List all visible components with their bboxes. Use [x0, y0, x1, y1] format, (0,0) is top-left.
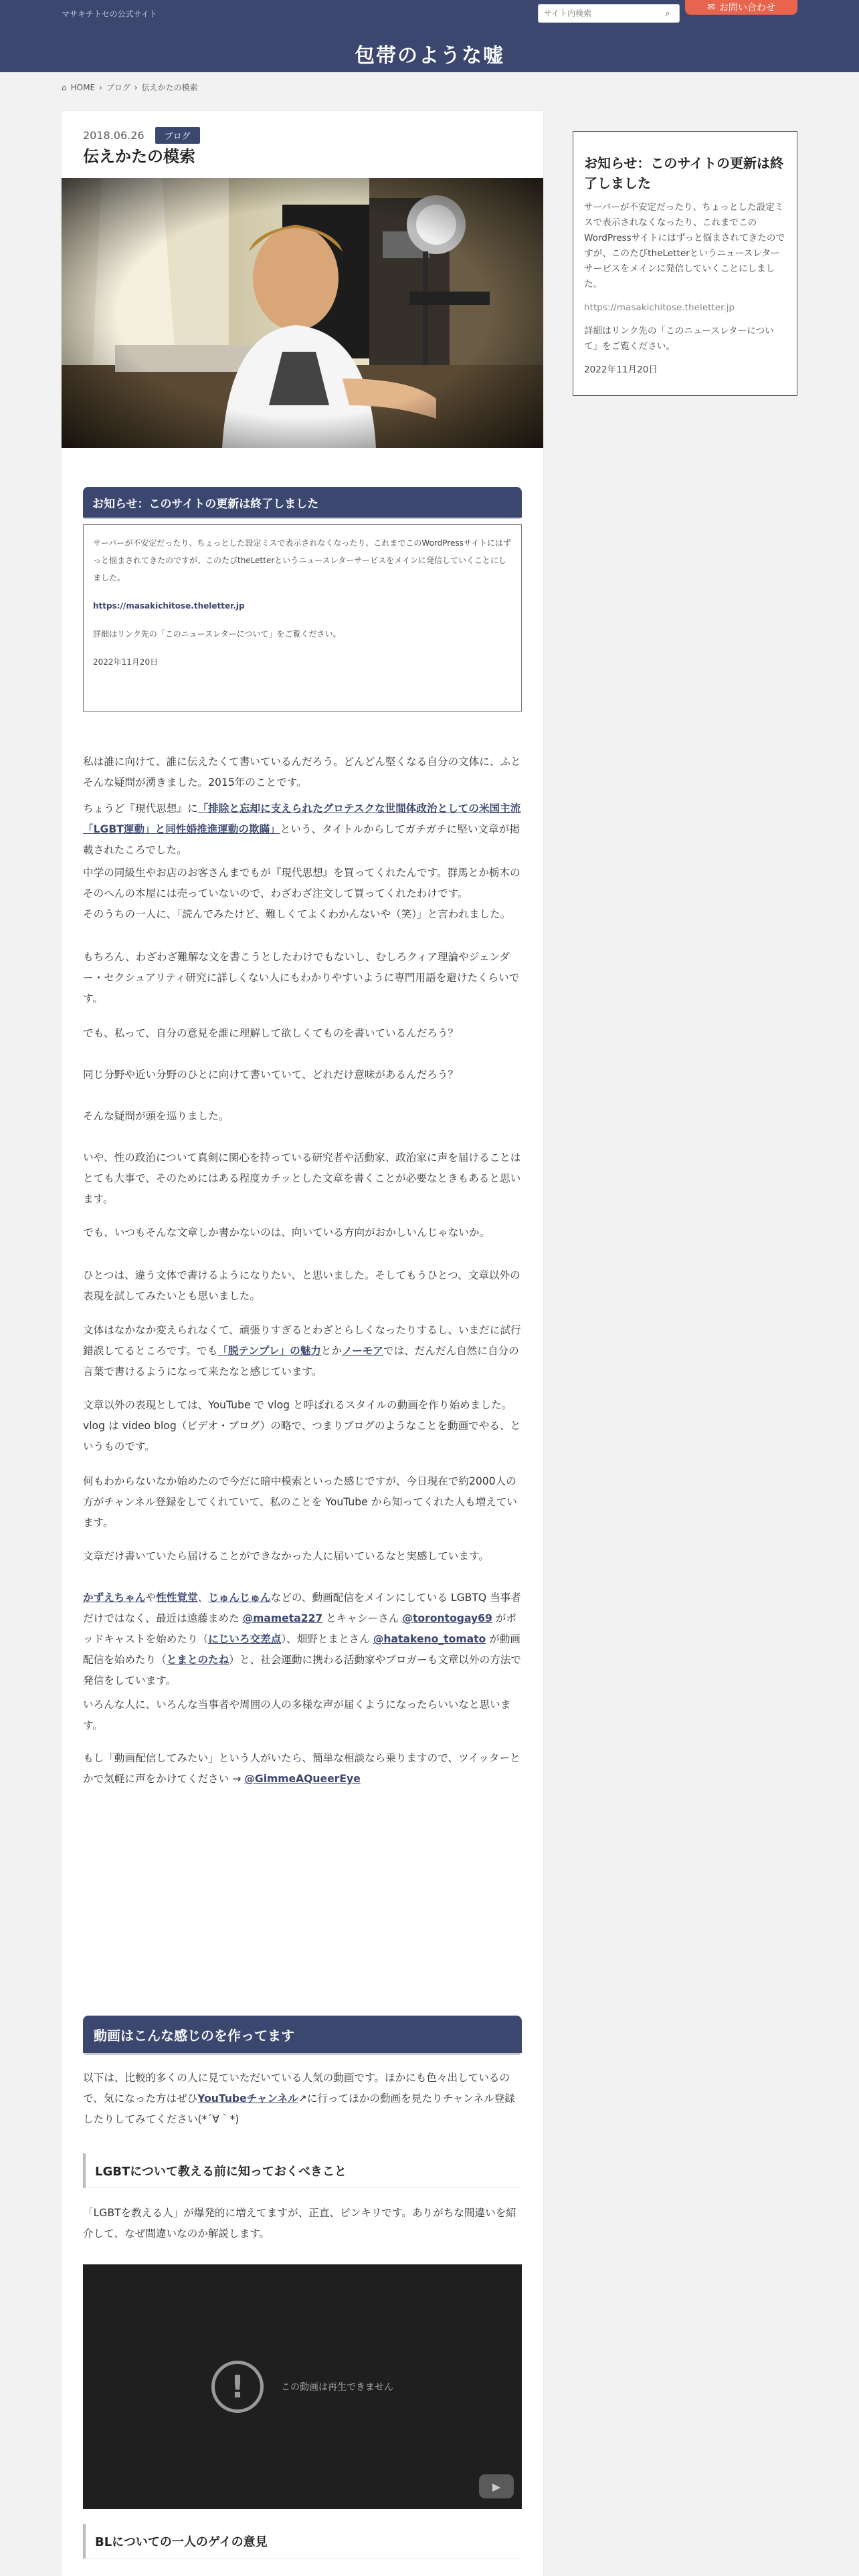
- article-link[interactable]: ノーモア: [342, 1345, 383, 1357]
- sidebar-text: サーバーが不安定だったり、ちょっとした設定ミスで表示されなくなったり、これまでこのWordPressサイトにはずっと悩まされてきたのですが、このたびtheLetterというニュースレターサービスをメインに発信していくことにしました。: [584, 202, 785, 290]
- body-paragraph: でも、いつもそんな文章しか書かないのは、向いている方向がおかしいんじゃないか。: [83, 1226, 490, 1239]
- body-paragraph: かずえちゃんや性性覚堂、じゅんじゅんなどの、動画配信をメインにしている LGBTQ 当事者だけではなく、最近は遠藤まめた @mameta227 とキャシーさん @torontogay69 がポッドキャストを始めたり（にじいろ交差点）、畑野とまとさん @hatakeno_tomato が動画配信を始めたり（とまとのたね）と、社会運動に携わる活動家やブロガーも文章以外の方法で発信をしています。: [83, 1592, 521, 1687]
- body-paragraph: でも、私って、自分の意見を誰に理解して欲しくてものを書いているんだろう？: [83, 1027, 459, 1039]
- body-paragraph: いろんな人に、いろんな当事者や周囲の人の多様な声が届くようになったらいいなと思います。: [83, 1699, 511, 1731]
- body-paragraph: 文章だけ書いていたら届けることができなかった人に届いているなと実感しています。: [83, 1550, 489, 1562]
- contact-label: お問い合わせ: [719, 3, 775, 13]
- podcast-link[interactable]: にじいろ交差点: [208, 1633, 282, 1645]
- channel-link[interactable]: じゅんじゅん: [208, 1592, 271, 1604]
- breadcrumb-category[interactable]: ブログ: [106, 83, 130, 92]
- chevron-right-icon: ›: [99, 82, 102, 92]
- video-heading: LGBTについて教える前に知っておくべきこと: [83, 2153, 522, 2188]
- article-link[interactable]: 「排除と忘却に支えられたグロテスクな世間体政治としての米国主流「LGBT運動」と同性婚推進運動の欺瞞」: [83, 802, 521, 835]
- section-intro: 以下は、比較的多くの人に見ていただいている人気の動画です。ほかにも色々出しているので、気になった方はぜひYouTubeチャンネル↗に行ってほかの動画を見たりチャンネル登録したりしてみてください(*´∀｀*): [83, 2072, 515, 2125]
- notice-box: [83, 524, 522, 712]
- body-paragraph: 文体はなかなか変えられなくて、頑張りすぎるとわざとらしくなったりするし、いまだに試行錯誤してるところです。でも「脱テンプレ」の魅力とかノーモアでは、だんだん自然に自分の言葉で書けるようになって来たなと感じています。: [83, 1324, 521, 1378]
- sidebar-title: お知らせ：このサイトの更新は終了しました: [584, 155, 783, 191]
- sidebar-notice: [573, 131, 797, 396]
- home-icon: ⌂: [62, 82, 67, 92]
- contact-button[interactable]: [685, 0, 797, 15]
- video-description: 「LGBTを教える人」が爆発的に増えてますが、正直、ピンキリです。ありがちな間違いを紹介して、なぜ間違いなのか解説します。: [83, 2207, 516, 2240]
- post-date: 2018.06.26: [83, 129, 145, 142]
- channel-link[interactable]: とまとのたね: [166, 1654, 229, 1666]
- body-paragraph: そのうちの一人に、「読んでみたけど、難しくてよくわかんないや（笑）」と言われました。: [83, 908, 511, 920]
- twitter-link[interactable]: @GimmeAQueerEye: [244, 1773, 361, 1785]
- error-icon: !: [211, 2361, 264, 2413]
- main-article: [62, 111, 543, 2576]
- twitter-link[interactable]: @hatakeno_tomato: [373, 1633, 486, 1645]
- search-icon[interactable]: ⌕: [665, 8, 670, 19]
- chevron-right-icon: ›: [134, 82, 138, 92]
- sidebar-link-text: 詳細はリンク先の「このニュースレターについて」をご覧ください。: [584, 326, 774, 352]
- search-box: [538, 4, 680, 23]
- breadcrumb-current: 伝えかたの模索: [141, 83, 198, 92]
- video-heading: BLについての一人のゲイの意見: [83, 2524, 522, 2559]
- channel-link[interactable]: かずえちゃん: [83, 1592, 146, 1604]
- breadcrumb: [62, 82, 198, 93]
- category-badge[interactable]: ブログ: [155, 127, 200, 144]
- body-paragraph: もし「動画配信してみたい」という人がいたら、簡単な相談なら乗りますので、ツイッターとかで気軽に声をかけてください → @GimmeAQueerEye: [83, 1752, 520, 1785]
- sidebar-url-link[interactable]: https://masakichitose.theletter.jp: [584, 302, 735, 313]
- post-title: 伝えかたの模索: [83, 147, 195, 166]
- channel-link[interactable]: 性性覚堂: [156, 1592, 198, 1604]
- site-title[interactable]: 包帯のような嘘: [355, 44, 504, 68]
- body-paragraph: もちろん、わざわざ難解な文を書こうとしたわけでもないし、むしろクィア理論やジェンダー・セクシュアリティ研究に詳しくない人にもわかりやすいように専門用語を避けたくらいです。: [83, 951, 520, 1004]
- body-paragraph: ちょうど『現代思想』に「排除と忘却に支えられたグロテスクな世間体政治としての米国主流「LGBT運動」と同性婚推進運動の欺瞞」という、タイトルからしてガチガチに堅い文章が掲載されたころでした。: [83, 802, 521, 856]
- body-paragraph: 文章以外の表現としては、YouTube で vlog と呼ばれるスタイルの動画を作り始めました。vlog は video blog（ビデオ・ブログ）の略で、つまりブログのようなことを動画でやる、というものです。: [83, 1399, 521, 1453]
- body-paragraph: そんな疑問が頭を巡りました。: [83, 1110, 229, 1122]
- body-paragraph: 何もわからないなか始めたので今だに暗中模索といった感じですが、今日現在で約2000人の方がチャンネル登録をしてくれていて、私のことを YouTube から知ってくれた人も増えています。: [83, 1475, 518, 1529]
- twitter-link[interactable]: @torontogay69: [402, 1612, 492, 1624]
- video-player[interactable]: [83, 2264, 522, 2509]
- external-link-icon: ↗: [298, 2092, 307, 2105]
- sidebar-date: 2022年11月20日: [584, 364, 658, 375]
- site-tagline: マサキチトセの公式サイト: [62, 9, 157, 19]
- body-paragraph: いや、性の政治について真剣に関心を持っている研究者や活動家、政治家に声を届けることはとても大事で、そのためにはある程度カチッとした文章を書くことが必要なときもあると思います。: [83, 1152, 521, 1205]
- video-error-message: この動画は再生できません: [281, 2382, 393, 2393]
- site-header: [0, 0, 859, 72]
- body-paragraph: 同じ分野や近い分野のひとに向けて書いていて、どれだけ意味があるんだろう？: [83, 1069, 459, 1081]
- eyecatch-image: [62, 178, 543, 448]
- notice-date: 2022年11月20日: [93, 657, 159, 667]
- youtube-icon[interactable]: ▶: [479, 2474, 514, 2498]
- twitter-link[interactable]: @mameta227: [242, 1612, 323, 1624]
- notice-link-text: 詳細はリンク先の「このニュースレターについて」をご覧ください。: [93, 629, 341, 639]
- body-paragraph: 私は誰に向けて、誰に伝えたくて書いているんだろう。どんどん堅くなる自分の文体に、ふとそんな疑問が湧きました。2015年のことです。: [83, 756, 521, 788]
- notice-text: サーバーが不安定だったり、ちょっとした設定ミスで表示されなくなったり、これまでこのWordPressサイトにはずっと悩まされてきたのですが、このたびtheLetterというニュースレターサービスをメインに発信していくことにしました。: [93, 538, 511, 582]
- body-paragraph: 中学の同級生やお店のお客さんまでもが『現代思想』を買ってくれたんです。群馬とか栃木のそのへんの本屋には売っていないので、わざわざ注文して買ってくれたわけです。: [83, 867, 520, 899]
- notice-url-link[interactable]: https://masakichitose.theletter.jp: [93, 601, 245, 611]
- body-paragraph: ひとつは、違う文体で書けるようになりたい、と思いました。そしてもうひとつ、文章以外の表現を試してみたいとも思いました。: [83, 1269, 520, 1302]
- mail-icon: ✉: [707, 2, 715, 13]
- section-heading: 動画はこんな感じのを作ってます: [83, 2016, 522, 2053]
- breadcrumb-home[interactable]: HOME: [70, 82, 96, 92]
- search-input[interactable]: [539, 5, 659, 21]
- post-meta: [83, 127, 200, 144]
- article-link[interactable]: 「脱テンプレ」の魅力: [217, 1345, 321, 1357]
- youtube-channel-link[interactable]: YouTubeチャンネル: [197, 2092, 298, 2105]
- notice-heading: お知らせ：このサイトの更新は終了しました: [83, 487, 522, 518]
